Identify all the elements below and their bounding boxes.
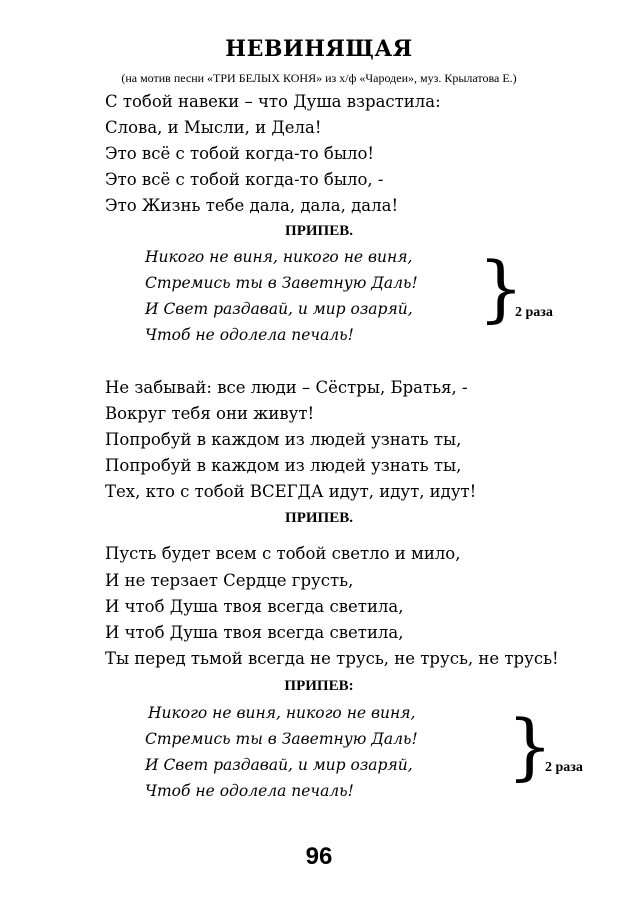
chorus-line: И Свет раздавай, и мир озаряй,: [145, 756, 413, 774]
right-brace-icon: }: [507, 704, 553, 788]
verse-line: Это Жизнь тебе дала, дала, дала!: [105, 196, 399, 215]
verse-line: С тобой навеки – что Душа взрастила:: [105, 92, 441, 111]
verse-line: Слова, и Мысли, и Дела!: [105, 118, 322, 137]
chorus-line: Стремись ты в Заветную Даль!: [145, 730, 418, 748]
chorus-label: ПРИПЕВ:: [284, 678, 354, 694]
chorus-line: Чтоб не одолела печаль!: [145, 782, 354, 800]
verse-line: Ты перед тьмой всегда не трусь, не трусь, не трусь!: [105, 649, 559, 668]
verse-line: И не терзает Сердце грусть,: [105, 571, 354, 590]
repeat-note: 2 раза: [515, 305, 553, 320]
page-number: 96: [305, 843, 333, 870]
verse-line: Это всё с тобой когда-то было!: [105, 144, 375, 163]
verse-line: Тех, кто с тобой ВСЕГДА идут, идут, идут!: [105, 482, 477, 501]
verse-line: Это всё с тобой когда-то было, -: [105, 170, 384, 189]
repeat-note: 2 раза: [545, 760, 583, 775]
verse-line: Попробуй в каждом из людей узнать ты,: [105, 430, 462, 449]
chorus-label: ПРИПЕВ.: [285, 510, 353, 526]
chorus-line: Никого не виня, никого не виня,: [148, 704, 416, 722]
right-brace-icon: }: [478, 246, 524, 330]
chorus-line: Никого не виня, никого не виня,: [145, 248, 413, 266]
song-title: НЕВИНЯЩАЯ: [225, 36, 413, 62]
verse-line: Не забывай: все люди – Сёстры, Братья, -: [105, 378, 468, 397]
verse-line: И чтоб Душа твоя всегда светила,: [105, 597, 404, 616]
verse-line: Попробуй в каждом из людей узнать ты,: [105, 456, 462, 475]
chorus-line: И Свет раздавай, и мир озаряй,: [145, 300, 413, 318]
verse-line: И чтоб Душа твоя всегда светила,: [105, 623, 404, 642]
chorus-line: Чтоб не одолела печаль!: [145, 326, 354, 344]
song-subtitle: (на мотив песни «ТРИ БЕЛЫХ КОНЯ» из х/ф «Чародеи», муз. Крылатова Е.): [121, 71, 517, 85]
chorus-label: ПРИПЕВ.: [285, 223, 353, 239]
verse-line: Пусть будет всем с тобой светло и мило,: [105, 544, 461, 563]
chorus-line: Стремись ты в Заветную Даль!: [145, 274, 418, 292]
verse-line: Вокруг тебя они живут!: [105, 404, 315, 423]
